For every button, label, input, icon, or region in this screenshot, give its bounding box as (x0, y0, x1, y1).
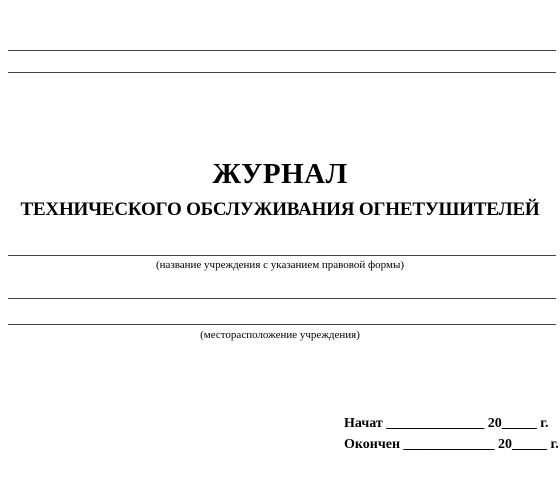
organization-caption: (название учреждения с указанием правовой формы) (155, 259, 405, 271)
top-blank-line-1 (8, 50, 556, 51)
top-blank-line-2 (8, 72, 556, 73)
location-blank-line-1 (8, 298, 556, 299)
location-blank-line-2 (8, 324, 556, 325)
started-date-line: Начат ______________ 20_____ г. (344, 416, 549, 431)
location-caption: (месторасположение учреждения) (200, 329, 360, 341)
finished-date-line: Окончен _____________ 20_____ г. (344, 437, 559, 452)
journal-title: ЖУРНАЛ (212, 158, 348, 190)
organization-blank-line (8, 255, 556, 256)
journal-subtitle: ТЕХНИЧЕСКОГО ОБСЛУЖИВАНИЯ ОГНЕТУШИТЕЛЕЙ (20, 199, 540, 220)
